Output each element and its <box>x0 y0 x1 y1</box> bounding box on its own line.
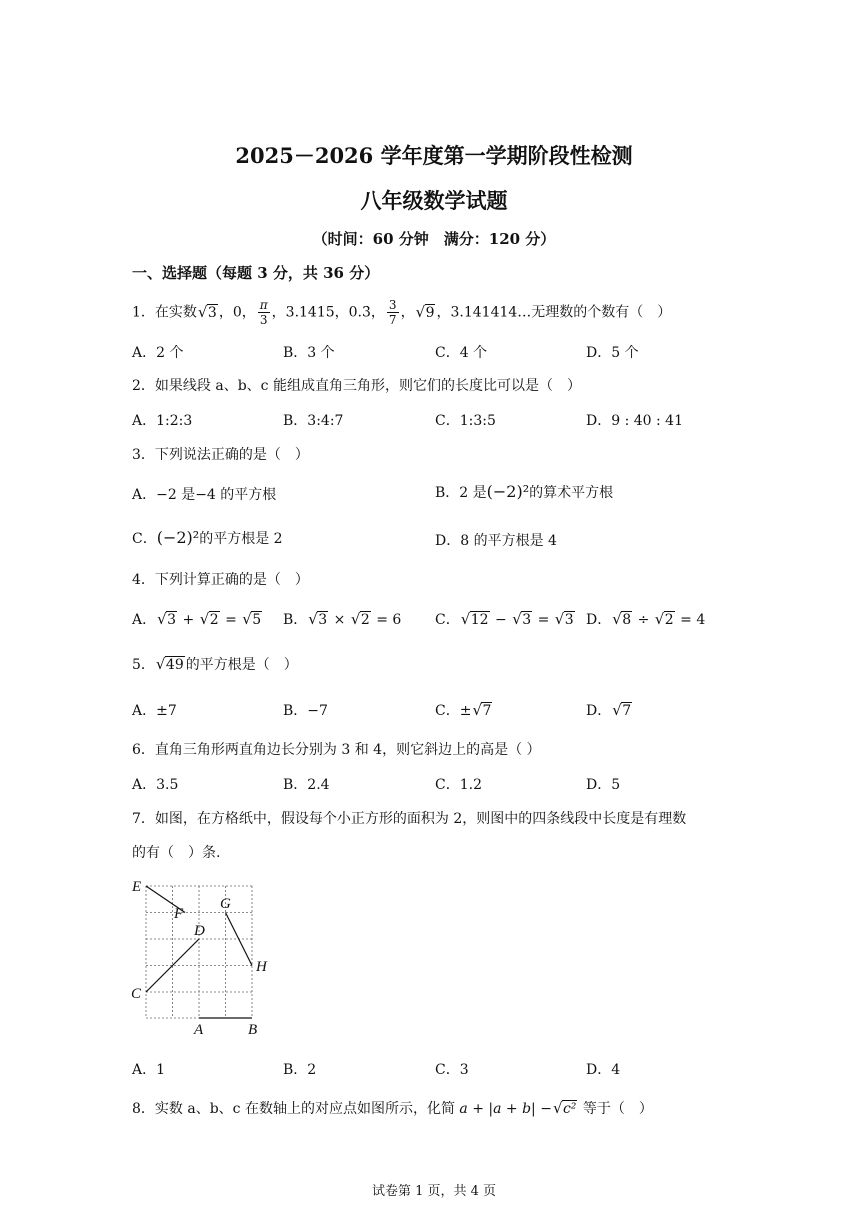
q4-option-b: B．√ 3 × √ 2 = 6 <box>283 609 401 629</box>
question-3: 3．下列说法正确的是（ ） <box>132 447 309 463</box>
q1-pi-fraction: $\frac{\pi}{3}$ <box>259 298 268 327</box>
q2-option-b: B．3:4:7 <box>283 413 344 429</box>
q5-option-b: B．−7 <box>283 703 328 719</box>
q3-option-c: C．(−2)²的平方根是 2 <box>132 528 283 547</box>
q1-sqrt3: √ 3 <box>198 305 218 321</box>
q4-option-c: C．√ 12 − √ 3 = √ 3 <box>435 609 576 629</box>
q4-option-d: D．√ 8 ÷ √ 2 = 4 <box>586 609 705 629</box>
q1-option-a: A．2 个 <box>132 345 184 361</box>
question-4: 4．下列计算正确的是（ ） <box>132 572 309 588</box>
label-b: B <box>248 1022 258 1038</box>
q2-option-a: A．1:2:3 <box>132 413 193 429</box>
q5-option-d: D．√ 7 <box>586 700 633 720</box>
q1-sqrt9: √ 9 <box>416 305 436 321</box>
page-footer: 试卷第 1 页，共 4 页 <box>371 1184 497 1199</box>
section-heading: 一、选择题（每题 3 分，共 36 分） <box>132 264 380 282</box>
q7-option-b: B．2 <box>283 1062 317 1078</box>
question-7-line1: 7．如图，在方格纸中，假设每个小正方形的面积为 2，则图中的四条线段中长度是有理数 <box>132 811 687 827</box>
question-6: 6．直角三角形两直角边长分别为 3 和 4，则它斜边上的高是（ ） <box>132 742 541 758</box>
question-5: 5．√ 49 的平方根是（ ） <box>132 654 298 674</box>
q1-sep: ， <box>400 304 415 321</box>
question-1 <box>132 298 671 327</box>
grid-lines <box>146 886 252 1018</box>
question-8: 8．实数 a、b、c 在数轴上的对应点如图所示，化简 a + |a + b| −√ c² 等于（ ） <box>132 1098 653 1118</box>
q7-grid-figure <box>128 876 278 1041</box>
q3-option-b: B．2 是(−2)²的算术平方根 <box>435 482 614 501</box>
q1-option-d: D．5 个 <box>586 345 639 361</box>
q3-option-d: D．8 的平方根是 4 <box>435 533 557 549</box>
q1-suffix: ，3.141414…无理数的个数有（ ） <box>436 304 672 321</box>
q4-option-a: A．√ 3 + √ 2 = √ 5 <box>132 609 263 629</box>
q5-option-a: A．±7 <box>132 703 177 719</box>
q3-option-a: A．−2 是−4 的平方根 <box>132 487 277 503</box>
q7-option-c: C．3 <box>435 1062 469 1078</box>
q1-option-b: B．3 个 <box>283 345 335 361</box>
label-a: A <box>194 1022 204 1038</box>
q6-option-d: D．5 <box>586 777 621 793</box>
q6-option-c: C．1.2 <box>435 777 482 793</box>
label-d: D <box>194 923 205 939</box>
label-e: E <box>132 879 142 895</box>
q1-prefix: 1．在实数 <box>132 304 197 321</box>
question-2: 2．如果线段 a、b、c 能组成直角三角形，则它们的长度比可以是（ ） <box>132 378 581 394</box>
exam-info: （时间：60 分钟 满分：120 分） <box>312 230 556 248</box>
label-c: C <box>131 986 142 1002</box>
q7-option-d: D．4 <box>586 1062 621 1078</box>
question-7-line2: 的有（ ）条. <box>132 845 221 861</box>
q1-fraction: $\frac{3}{7}$ <box>388 298 397 327</box>
q6-option-b: B．2.4 <box>283 777 330 793</box>
segment-gh <box>226 913 253 966</box>
exam-subtitle: 八年级数学试题 <box>360 188 508 213</box>
label-f: F <box>174 906 184 922</box>
label-h: H <box>256 959 267 975</box>
q2-option-c: C．1:3:5 <box>435 413 496 429</box>
q1-zero: ，0， <box>218 304 256 321</box>
q1-mid: ，3.1415，0.3̇， <box>271 304 385 321</box>
q5-option-c: C．±√ 7 <box>435 700 493 720</box>
q7-option-a: A．1 <box>132 1062 166 1078</box>
exam-title: 2025－2026 学年度第一学期阶段性检测 <box>235 143 633 168</box>
q1-option-c: C．4 个 <box>435 345 488 361</box>
q2-option-d: D．9 : 40 : 41 <box>586 413 683 429</box>
q6-option-a: A．3.5 <box>132 777 179 793</box>
label-g: G <box>220 896 231 912</box>
